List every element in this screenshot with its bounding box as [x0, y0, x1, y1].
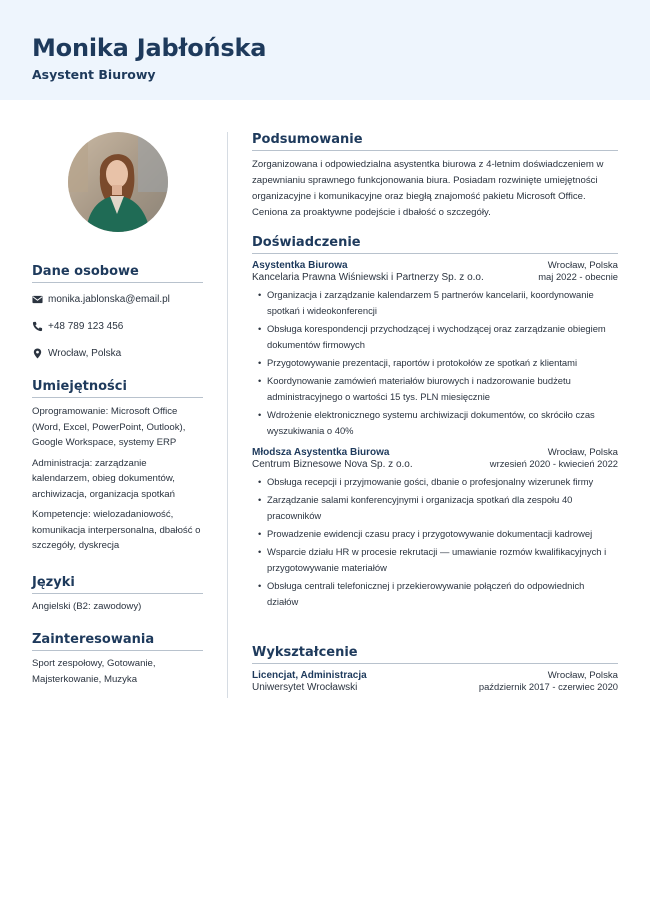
list-item: • Koordynowanie zamówień materiałów biurowych i nadzorowanie budżetu administracyjnego o wartości 15 tys. PLN miesięcznie: [267, 373, 618, 405]
interests-section: [32, 632, 203, 687]
education-degree: Licencjat, Administracja: [252, 670, 367, 681]
personal-section: [32, 264, 203, 360]
education-section: [252, 645, 618, 693]
job-location: Wrocław, Polska: [547, 260, 618, 271]
interests-title: Zainteresowania: [32, 632, 203, 651]
email-row: [32, 293, 203, 306]
candidate-role: Asystent Biurowy: [32, 67, 156, 82]
skill-item: Oprogramowanie: Microsoft Office (Word, Excel, PowerPoint, Outlook), Google Workspace, systemy ERP: [32, 406, 186, 448]
education-school: Uniwersytet Wrocławski: [252, 682, 358, 693]
list-item: • Przygotowywanie prezentacji, raportów i protokołów ze spotkań z klientami: [267, 355, 618, 371]
education-location: Wrocław, Polska: [547, 670, 618, 681]
summary-text: Zorganizowana i odpowiedzialna asystentka biurowa z 4-letnim doświadczeniem w zapewnianiu sprawnego funkcjonowania biura. Posiadam rozwinięte umiejętności organizacyjne i komunikacyjne oraz biegłą znajomość pakietu Microsoft Office. Ceniona za proaktywne podejście i dbałość o szczegóły.: [252, 159, 604, 218]
job-entry: [252, 260, 618, 439]
phone-icon: [32, 321, 43, 332]
list-item: • Organizacja i zarządzanie kalendarzem 5 partnerów kancelarii, koordynowanie spotkań i wideokonferencji: [267, 287, 618, 319]
list-item: • Obsługa centrali telefonicznej i przekierowywanie połączeń do odpowiednich działów: [267, 578, 618, 610]
education-entry: [252, 670, 618, 693]
job-title: Asystentka Biurowa: [252, 260, 348, 271]
job-dates: wrzesień 2020 - kwiecień 2022: [489, 458, 618, 469]
education-header: [252, 670, 618, 681]
job-company: Kancelaria Prawna Wiśniewski i Partnerzy Sp. z o.o.: [252, 272, 484, 283]
experience-title: Doświadczenie: [252, 235, 618, 254]
job-subheader: [252, 458, 618, 470]
job-subheader: [252, 271, 618, 283]
job-bullets: [267, 287, 618, 439]
skills-title: Umiejętności: [32, 379, 203, 398]
education-subheader: [252, 681, 618, 693]
job-header: [252, 447, 618, 458]
list-item: • Obsługa recepcji i przyjmowanie gości, dbanie o profesjonalny wizerunek firmy: [267, 474, 618, 490]
skill-item: Administracja: zarządzanie kalendarzem, obieg dokumentów, archiwizacja, organizacja spotkań: [32, 457, 175, 500]
mail-icon: [32, 294, 43, 305]
language-item: Angielski (B2: zawodowy): [32, 601, 142, 612]
education-dates: październik 2017 - czerwiec 2020: [478, 681, 618, 692]
job-header: [252, 260, 618, 271]
job-location: Wrocław, Polska: [547, 447, 618, 458]
portrait-illustration: [68, 132, 168, 232]
list-item: • Prowadzenie ewidencji czasu pracy i przygotowywanie dokumentacji kadrowej: [267, 526, 618, 542]
summary-section: [252, 132, 618, 221]
interests-text: Sport zespołowy, Gotowanie, Majsterkowanie, Muzyka: [32, 658, 156, 685]
job-entry: [252, 447, 618, 610]
list-item: • Wsparcie działu HR w procesie rekrutacji — umawianie rozmów kwalifikacyjnych i przygotowywanie materiałów: [267, 544, 618, 576]
list-item: • Zarządzanie salami konferencyjnymi i organizacja spotkań dla zespołu 40 pracowników: [267, 492, 618, 524]
phone-text: +48 789 123 456: [48, 321, 124, 332]
phone-row: [32, 320, 203, 333]
personal-title: Dane osobowe: [32, 264, 203, 283]
profile-photo: [68, 132, 168, 232]
skills-section: [32, 379, 203, 554]
languages-section: [32, 575, 203, 615]
list-item: • Obsługa korespondencji przychodzącej i wychodzącej oraz zarządzanie obiegiem dokumentów firmowych: [267, 321, 618, 353]
languages-title: Języki: [32, 575, 203, 594]
location-pin-icon: [32, 348, 43, 359]
email-text[interactable]: monika.jablonska@email.pl: [48, 294, 170, 305]
location-row: [32, 347, 203, 360]
experience-section: [252, 235, 618, 612]
summary-title: Podsumowanie: [252, 132, 618, 151]
column-divider: [227, 132, 228, 698]
list-item: • Wdrożenie elektronicznego systemu archiwizacji dokumentów, co skróciło czas wyszukiwania o 40%: [267, 407, 618, 439]
education-title: Wykształcenie: [252, 645, 618, 664]
job-company: Centrum Biznesowe Nova Sp. z o.o.: [252, 459, 413, 470]
job-bullets: [267, 474, 618, 610]
location-text: Wrocław, Polska: [48, 348, 122, 359]
job-title: Młodsza Asystentka Biurowa: [252, 447, 390, 458]
skill-item: Kompetencje: wielozadaniowość, komunikacja interpersonalna, dbałość o szczegóły, dyskrecja: [32, 509, 201, 551]
candidate-name: Monika Jabłońska: [32, 34, 267, 62]
job-dates: maj 2022 - obecnie: [538, 271, 618, 282]
